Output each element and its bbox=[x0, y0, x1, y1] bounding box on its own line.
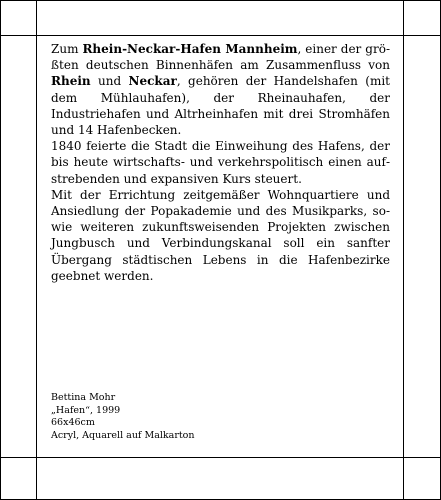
bold-term: Rhein bbox=[51, 74, 91, 89]
bold-term: Rhein-Neckar-Hafen Mannheim bbox=[82, 42, 298, 56]
body-paragraph bbox=[51, 187, 390, 284]
margin-line-bottom bbox=[0, 457, 441, 458]
text-run: Zum bbox=[51, 42, 83, 56]
text-run: , gehören der Handelshafen (mit dem Mühlauhafen), der Rheinauhafen, der Industriehafen und Altrheinhafen mit drei Stromhäfen und 14 Hafenbecken. bbox=[51, 74, 390, 138]
margin-line-right bbox=[403, 0, 404, 500]
text-run: 1840 feierte die Stadt die Einweihung des Hafens, der bis heute wirtschafts- und verkehrspolitisch einen aufstrebenden und expansiven Kurs steuert. bbox=[51, 139, 390, 186]
caption-dimensions: 66x46cm bbox=[51, 417, 95, 428]
margin-line-left bbox=[36, 0, 37, 500]
text-run: , einer der größten deutschen Binnenhäfen am Zusammenfluss von bbox=[51, 42, 390, 73]
caption-artist: Bettina Mohr bbox=[51, 392, 116, 403]
text-run: und bbox=[90, 74, 129, 89]
caption-title-year: „Hafen“, 1999 bbox=[51, 404, 121, 416]
body-paragraph bbox=[51, 138, 390, 187]
margin-line-top bbox=[0, 35, 441, 36]
body-paragraph bbox=[51, 41, 390, 138]
artwork-caption bbox=[51, 392, 351, 442]
caption-medium: Acryl, Aquarell auf Malkarton bbox=[51, 429, 195, 441]
bold-term: Neckar bbox=[128, 74, 177, 89]
body-text bbox=[51, 41, 390, 284]
text-run: Mit der Errichtung zeitgemäßer Wohnquartiere und Ansiedlung der Popakademie und des Musikparks, sowie weiteren zukunftsweisenden Projekten zwischen Jungbusch und Verbindungskanal soll ein sanfter Übergang städtischen Lebens in die Hafenbezirke geebnet werden. bbox=[51, 187, 390, 283]
